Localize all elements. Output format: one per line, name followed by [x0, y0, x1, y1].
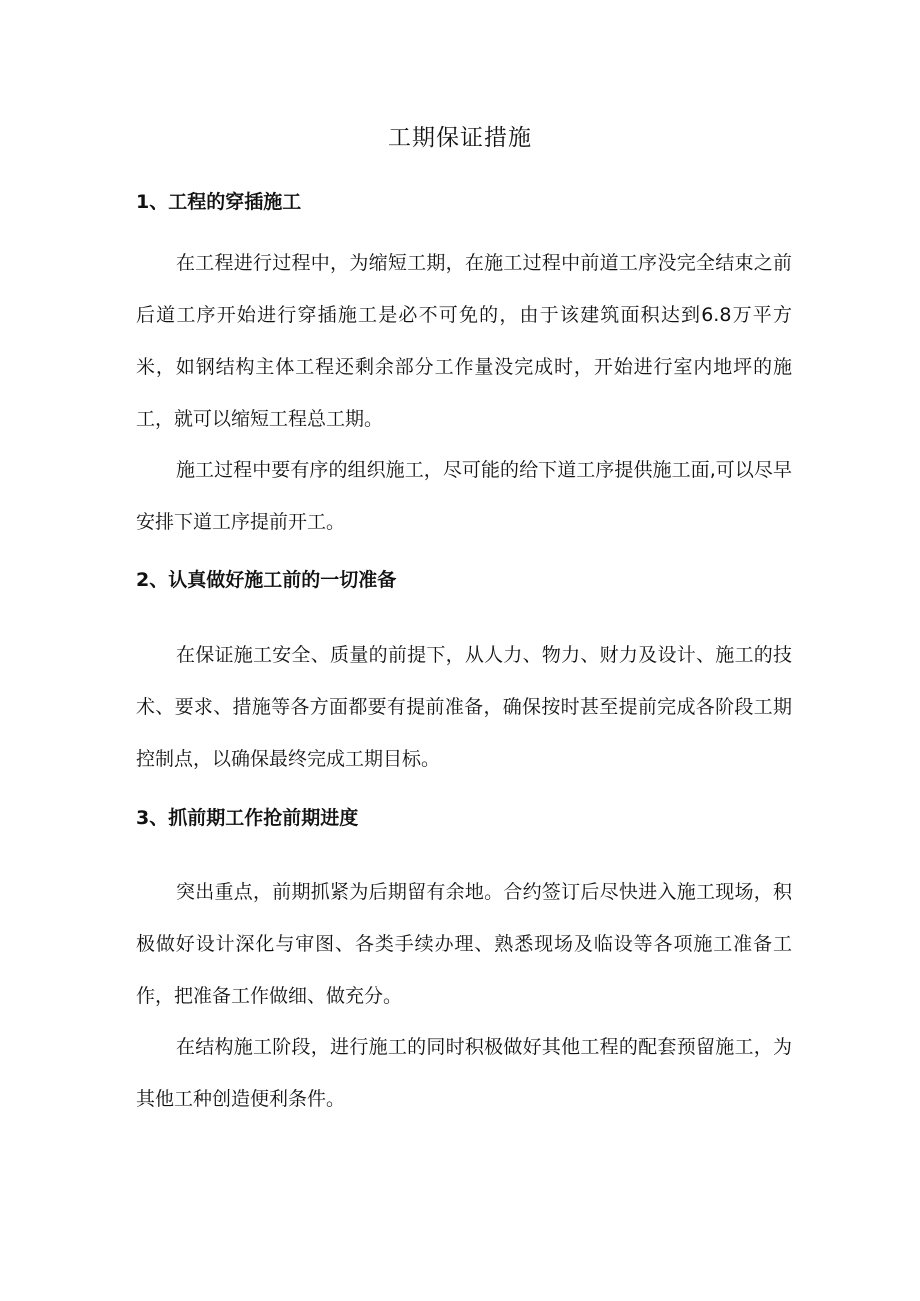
page-title: 工期保证措施	[388, 125, 532, 151]
section-heading-1: 1、工程的穿插施工	[136, 191, 302, 213]
section-2-paragraph-1: 在保证施工安全、质量的前提下，从人力、物力、财力及设计、施工的技术、要求、措施等各方面都要有提前准备，确保按时甚至提前完成各阶段工期控制点，以确保最终完成工期目标。	[136, 644, 792, 770]
section-3-paragraph-2: 在结构施工阶段，进行施工的同时积极做好其他工程的配套预留施工，为其他工种创造便利条件。	[136, 1036, 792, 1110]
section-heading-2: 2、认真做好施工前的一切准备	[136, 569, 397, 591]
section-3-paragraph-1: 突出重点，前期抓紧为后期留有余地。合约签订后尽快进入施工现场，积极做好设计深化与审图、各类手续办理、熟悉现场及临设等各项施工准备工作，把准备工作做细、做充分。	[136, 881, 792, 1007]
section-heading-3: 3、抓前期工作抢前期进度	[136, 807, 359, 829]
section-1-paragraph-1: 在工程进行过程中，为缩短工期，在施工过程中前道工序没完全结束之前后道工序开始进行穿插施工是必不可免的，由于该建筑面积达到6.8万平方米，如钢结构主体工程还剩余部分工作量没完成时，开始进行室内地坪的施工，就可以缩短工程总工期。	[136, 252, 792, 430]
section-1-paragraph-2: 施工过程中要有序的组织施工，尽可能的给下道工序提供施工面,可以尽早安排下道工序提前开工。	[136, 459, 792, 533]
